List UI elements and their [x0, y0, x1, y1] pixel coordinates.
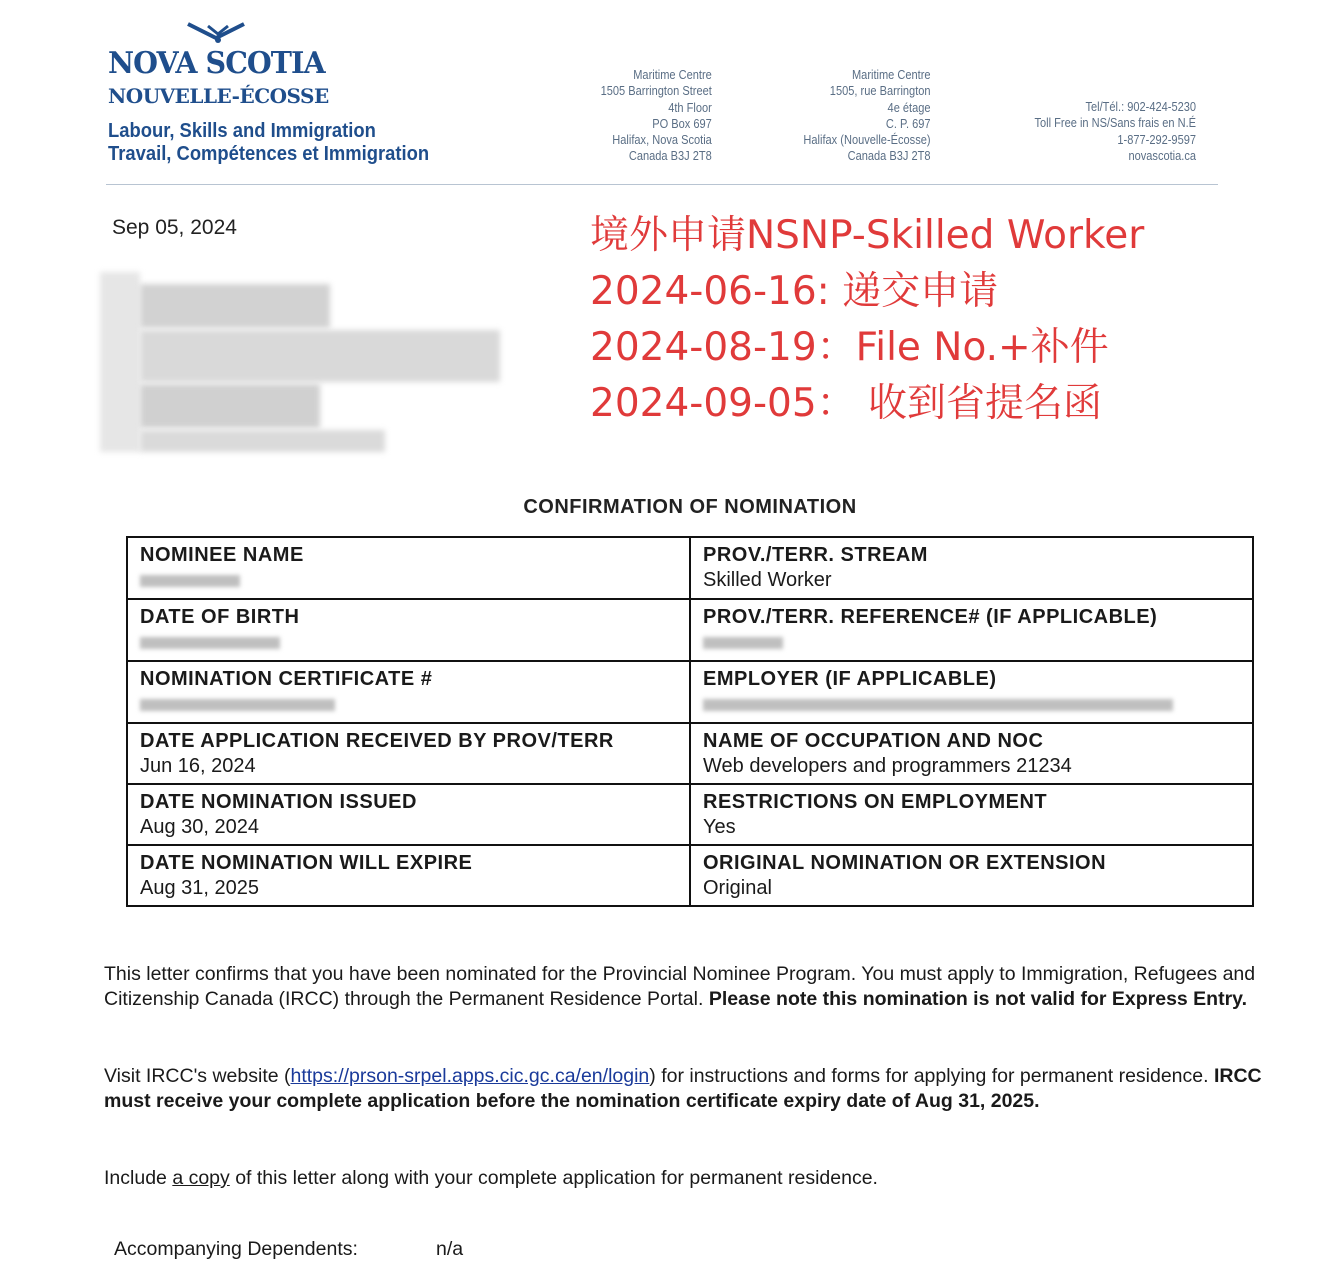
table-cell	[127, 784, 690, 845]
nominee-name-label: NOMINEE NAME	[140, 544, 304, 566]
occupation-label: NAME OF OCCUPATION AND NOC	[703, 730, 1044, 752]
employer-value	[703, 692, 1240, 718]
address-line: Halifax (Nouvelle-Écosse)	[803, 132, 931, 148]
paragraph-text: Visit IRCC's website (	[104, 1065, 291, 1087]
department-name-fr: Travail, Compétences et Immigration	[108, 143, 430, 165]
stream-label: PROV./TERR. STREAM	[703, 544, 928, 566]
table-cell	[690, 537, 1253, 599]
restrictions-value: Yes	[703, 816, 736, 838]
reference-label: PROV./TERR. REFERENCE# (IF APPLICABLE)	[703, 606, 1158, 628]
table-cell	[127, 723, 690, 784]
table-cell	[127, 661, 690, 723]
redaction-block	[140, 384, 320, 428]
accompanying-dependents	[114, 1238, 463, 1261]
paragraph-confirmation	[104, 962, 1274, 1012]
reference-value	[703, 630, 1240, 656]
annotation-line-1: 境外申请NSNP-Skilled Worker	[590, 213, 1145, 258]
logo-nova-scotia: NOVA SCOTIA	[108, 46, 325, 81]
nominee-name-value	[140, 568, 677, 594]
certificate-number-value	[140, 692, 677, 718]
date-issued-value: Aug 30, 2024	[140, 816, 259, 838]
occupation-value: Web developers and programmers 21234	[703, 755, 1072, 777]
table-cell	[690, 845, 1253, 906]
restrictions-label: RESTRICTIONS ON EMPLOYMENT	[703, 791, 1048, 813]
table-row	[127, 845, 1253, 906]
table-row	[127, 537, 1253, 599]
original-or-extension-label: ORIGINAL NOMINATION OR EXTENSION	[703, 852, 1107, 874]
date-of-birth-value	[140, 630, 677, 656]
contact-tollfree-label: Toll Free in NS/Sans frais en N.É	[1034, 115, 1196, 131]
table-row	[127, 723, 1253, 784]
annotation-line-3: 2024-08-19：File No.+补件	[590, 325, 1109, 370]
table-cell	[127, 845, 690, 906]
redacted-value	[140, 637, 280, 649]
redaction-block	[100, 272, 140, 452]
table-row	[127, 784, 1253, 845]
table-row	[127, 599, 1253, 661]
address-line: Maritime Centre	[633, 67, 712, 82]
table-cell	[690, 661, 1253, 723]
redacted-value	[140, 699, 335, 711]
annotation-line-4: 2024-09-05： 收到省提名函	[590, 381, 1103, 426]
contact-tollfree-number: 1-877-292-9597	[1117, 131, 1196, 147]
table-row	[127, 661, 1253, 723]
contact-info	[1034, 99, 1196, 164]
address-line: Maritime Centre	[852, 67, 931, 82]
nomination-table	[126, 536, 1254, 907]
table-cell	[127, 599, 690, 661]
paragraph-text: ) for instructions and forms for applying for permanent residence.	[649, 1065, 1209, 1087]
a-copy-underlined: a copy	[172, 1167, 230, 1189]
address-french	[804, 67, 931, 165]
redacted-value	[140, 575, 240, 587]
date-issued-label: DATE NOMINATION ISSUED	[140, 791, 417, 813]
expiry-label: DATE NOMINATION WILL EXPIRE	[140, 852, 473, 874]
redaction-block	[140, 284, 330, 328]
address-line: 1505 Barrington Street	[600, 83, 712, 99]
header-divider	[106, 184, 1218, 185]
address-line: C. P. 697	[886, 115, 931, 131]
department-name-en: Labour, Skills and Immigration	[108, 120, 376, 142]
paragraph-text: This letter confirms that you have been nominated for the Provincial Nominee Program. You must apply to Immigration, Refugees and Citizenship Canada (IRCC) through the Permanent Residence Portal.	[104, 963, 1256, 1010]
contact-phone: Tel/Tél.: 902-424-5230	[1085, 99, 1196, 114]
annotation-line-2: 2024-06-16: 递交申请	[590, 269, 999, 314]
expiry-value: Aug 31, 2025	[140, 877, 259, 899]
date-of-birth-label: DATE OF BIRTH	[140, 606, 300, 628]
address-line: PO Box 697	[652, 115, 712, 131]
table-cell	[690, 599, 1253, 661]
redacted-value	[703, 699, 1173, 711]
address-line: 4th Floor	[668, 99, 712, 115]
paragraph-ircc-website	[104, 1064, 1274, 1114]
certificate-number-label: NOMINATION CERTIFICATE #	[140, 668, 433, 690]
dependents-label: Accompanying Dependents:	[114, 1238, 358, 1260]
logo-nouvelle-ecosse: NOUVELLE-ÉCOSSE	[108, 84, 329, 108]
dependents-value: n/a	[436, 1238, 464, 1260]
contact-website: novascotia.ca	[1128, 147, 1196, 163]
original-or-extension-value: Original	[703, 877, 772, 899]
address-line: Canada B3J 2T8	[629, 148, 712, 164]
address-line: 1505, rue Barrington	[830, 83, 931, 99]
table-cell	[690, 784, 1253, 845]
paragraph-include-copy	[104, 1166, 1274, 1191]
address-english	[601, 67, 712, 165]
letter-date: Sep 05, 2024	[112, 216, 237, 239]
paragraph-text: of this letter along with your complete application for permanent residence.	[235, 1167, 878, 1189]
redacted-value	[703, 637, 783, 649]
address-line: Halifax, Nova Scotia	[612, 132, 712, 148]
table-cell	[690, 723, 1253, 784]
redaction-block	[140, 330, 500, 382]
redaction-block	[140, 430, 385, 452]
express-entry-notice: Please note this nomination is not valid for Express Entry.	[708, 988, 1247, 1010]
paragraph-text: Include	[104, 1167, 167, 1189]
ircc-portal-link[interactable]: https://prson-srpel.apps.cic.gc.ca/en/login	[290, 1065, 650, 1087]
employer-label: EMPLOYER (IF APPLICABLE)	[703, 668, 997, 690]
date-received-value: Jun 16, 2024	[140, 755, 256, 777]
address-line: Canada B3J 2T8	[848, 148, 931, 164]
expiry-notice: IRCC must receive your complete application before the nomination certificate expiry date of Aug 31, 2025.	[104, 1065, 1262, 1112]
stream-value: Skilled Worker	[703, 569, 832, 591]
date-received-label: DATE APPLICATION RECEIVED BY PROV/TERR	[140, 730, 614, 752]
address-line: 4e étage	[887, 99, 931, 115]
section-title: CONFIRMATION OF NOMINATION	[523, 496, 857, 518]
table-cell	[127, 537, 690, 599]
